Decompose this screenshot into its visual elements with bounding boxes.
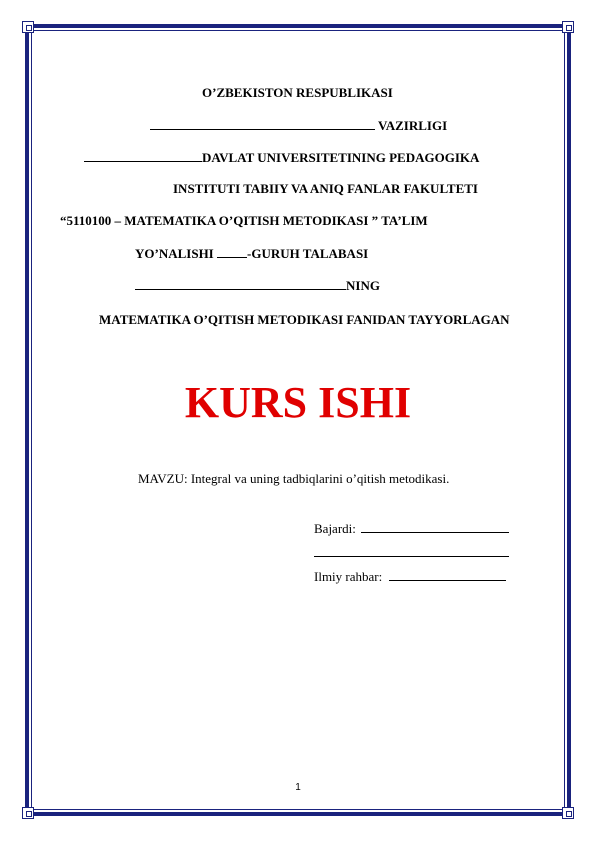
student-suffix: NING (346, 278, 380, 293)
group-prefix: YO’NALISHI (135, 246, 217, 261)
group-suffix: -GURUH TALABASI (247, 246, 369, 261)
header-line-specialty: “5110100 – MATEMATIKA O’QITISH METODIKASI ” TA’LIM (60, 213, 428, 228)
ilmiy-rahbar-label: Ilmiy rahbar: (314, 569, 383, 584)
signature-blank-line (314, 544, 509, 561)
blank-underline (135, 277, 346, 290)
blank-underline (84, 149, 202, 162)
header-line-student (135, 277, 380, 294)
header-line-faculty: INSTITUTI TABIIY VA ANIQ FANLAR FAKULTETI (173, 181, 478, 196)
header-line-subject: MATEMATIKA O’QITISH METODIKASI FANIDAN TAYYORLAGAN (99, 312, 510, 327)
header-line-republic: O’ZBEKISTON RESPUBLIKASI (202, 85, 393, 100)
blank-underline (217, 245, 247, 258)
blank-underline (150, 117, 375, 130)
blank-underline (314, 544, 509, 557)
header-line-group (135, 245, 368, 262)
border-corner-ornament (22, 807, 34, 819)
bajardi-label: Bajardi: (314, 521, 356, 536)
blank-underline (361, 520, 509, 533)
signature-bajardi (314, 520, 509, 537)
university-suffix: DAVLAT UNIVERSITETINING PEDAGOGIKA (202, 150, 480, 165)
document-title: KURS ISHI (184, 378, 412, 427)
blank-underline (389, 568, 506, 581)
ministry-suffix: VAZIRLIGI (375, 118, 448, 133)
border-corner-ornament (22, 21, 34, 33)
border-corner-ornament (562, 21, 574, 33)
signature-ilmiy-rahbar (314, 568, 506, 585)
topic-line: MAVZU: Integral va uning tadbiqlarini o’qitish metodikasi. (138, 471, 450, 486)
border-corner-ornament (562, 807, 574, 819)
header-line-university (84, 149, 479, 166)
header-line-ministry (150, 117, 447, 134)
page-number: 1 (295, 782, 301, 793)
